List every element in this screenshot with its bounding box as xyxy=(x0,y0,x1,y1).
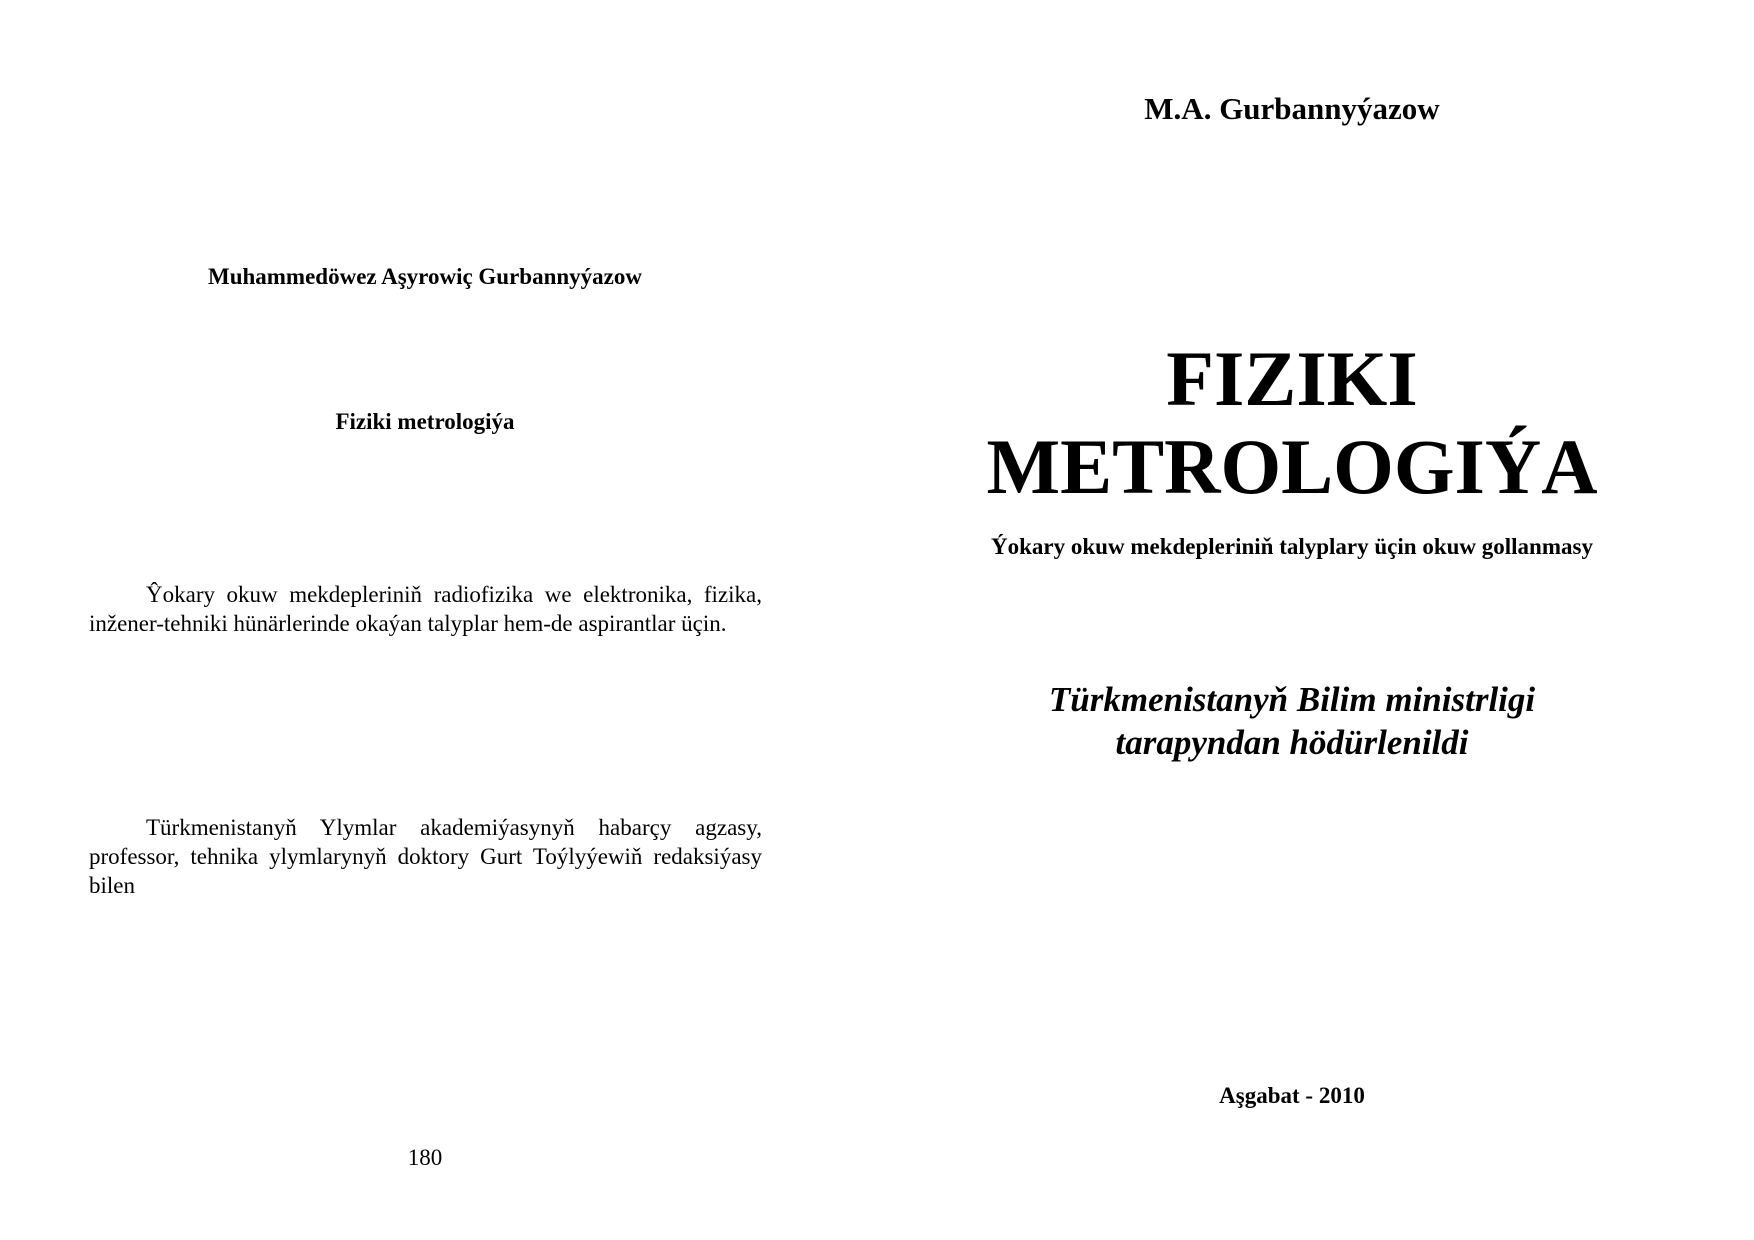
title-line-2: METROLOGIÝA xyxy=(986,423,1598,510)
approval-line-1: Türkmenistanyň Bilim ministrligi xyxy=(1048,680,1536,719)
place-and-year: Aşgabat - 2010 xyxy=(1219,1083,1365,1108)
title-line-1: FIZIKI xyxy=(1166,335,1418,422)
approval-line-2: tarapyndan hödürlenildi xyxy=(1115,723,1469,762)
author-full-name: Muhammedöwez Aşyrowiç Gurbannyýazow xyxy=(207,264,642,289)
right-page xyxy=(877,0,1754,1240)
page-number: 180 xyxy=(407,1145,443,1170)
book-title-small: Fiziki metrologiýa xyxy=(335,409,515,434)
audience-paragraph: Ŷokary okuw mekdepleriniň radiofizika we elektronika, fizika, inžener-tehniki hünärlerinde okaýan talyplar hem-de aspirantlar üçin. xyxy=(89,582,762,636)
author-short-name: M.A. Gurbannyýazow xyxy=(1144,91,1440,126)
book-subtitle: Ýokary okuw mekdepleriniň talyplary üçin okuw gollanmasy xyxy=(991,534,1593,559)
editor-paragraph: Türkmenistanyň Ylymlar akademiýasynyň habarçy agzasy, professor, tehnika ylymlarynyň doktory Gurt Toýlyýewiň redaksiýasy bilen xyxy=(89,815,762,898)
book-title-large xyxy=(832,335,1752,511)
approval-note xyxy=(832,678,1752,764)
